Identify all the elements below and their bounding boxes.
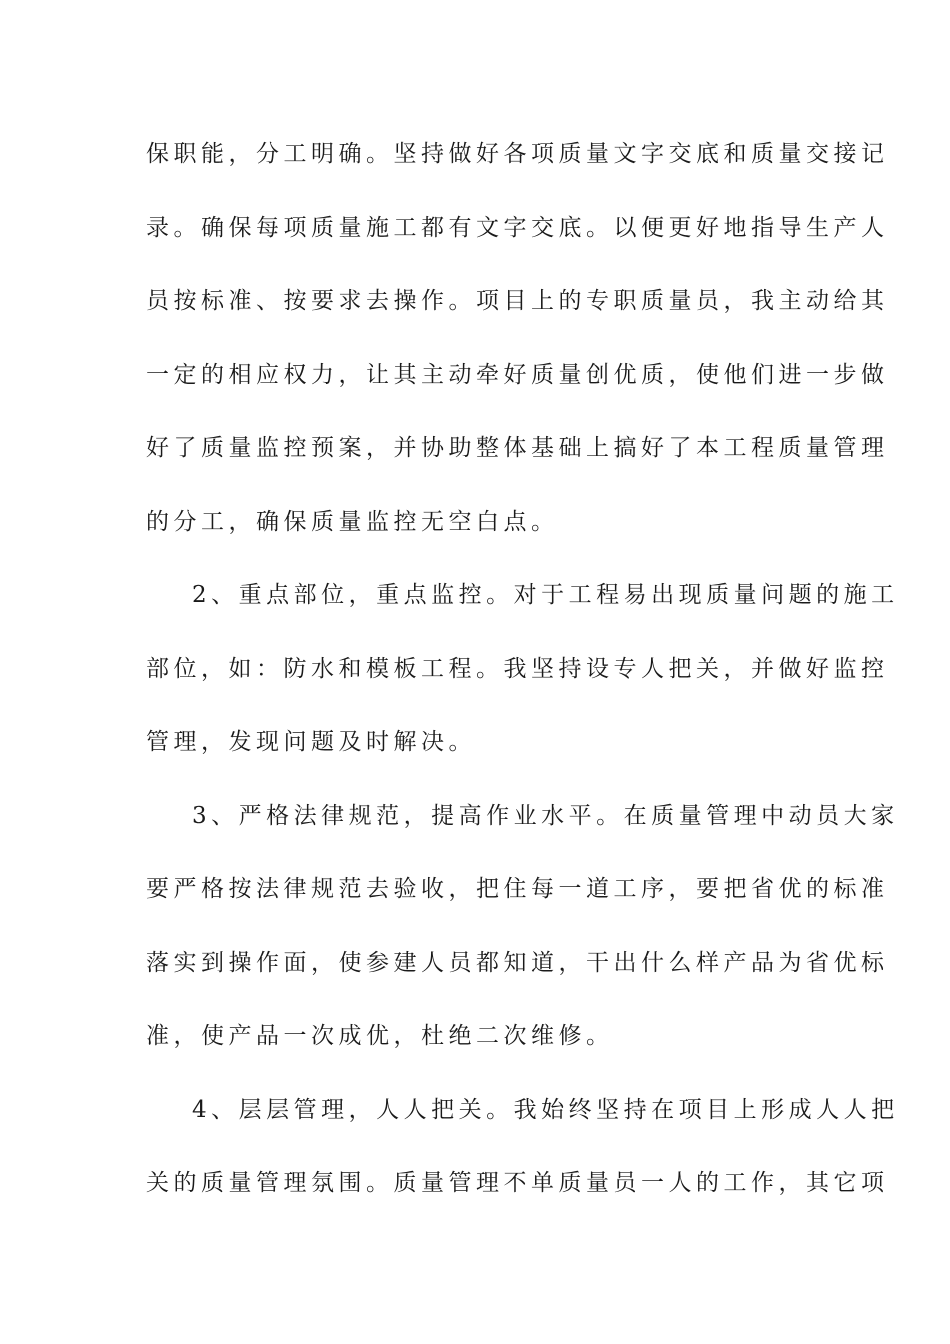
text-line: 要严格按法律规范去验收，把住每一道工序，要把省优的标准 bbox=[146, 876, 889, 902]
text-line: 部位，如：防水和模板工程。我坚持设专人把关，并做好监控 bbox=[146, 655, 889, 682]
text-line: 关的质量管理氛围。质量管理不单质量员一人的工作，其它项 bbox=[146, 1170, 889, 1196]
text-line: 管理，发现问题及时解决。 bbox=[146, 729, 476, 755]
text-line: 录。确保每项质量施工都有文字交底。以便更好地指导生产人 bbox=[146, 214, 889, 241]
text-line: 准，使产品一次成优，杜绝二次维修。 bbox=[146, 1023, 614, 1049]
paragraph-4-start: 4、层层管理，人人把关。我始终坚持在项目上形成人人把 bbox=[192, 1096, 899, 1123]
paragraph-2-start: 2、重点部位，重点监控。对于工程易出现质量问题的施工 bbox=[192, 582, 899, 608]
paragraph-3-start: 3、严格法律规范，提高作业水平。在质量管理中动员大家 bbox=[192, 802, 899, 829]
text-line: 保职能，分工明确。坚持做好各项质量文字交底和质量交接记 bbox=[146, 141, 889, 167]
document-body bbox=[146, 131, 899, 1234]
text-line: 的分工，确保质量监控无空白点。 bbox=[146, 508, 559, 535]
text-line: 员按标准、按要求去操作。项目上的专职质量员，我主动给其 bbox=[146, 288, 889, 314]
text-line: 落实到操作面，使参建人员都知道，干出什么样产品为省优标 bbox=[146, 949, 889, 976]
text-line: 好了质量监控预案，并协助整体基础上搞好了本工程质量管理 bbox=[146, 435, 889, 461]
text-line: 一定的相应权力，让其主动牵好质量创优质，使他们进一步做 bbox=[146, 361, 889, 388]
